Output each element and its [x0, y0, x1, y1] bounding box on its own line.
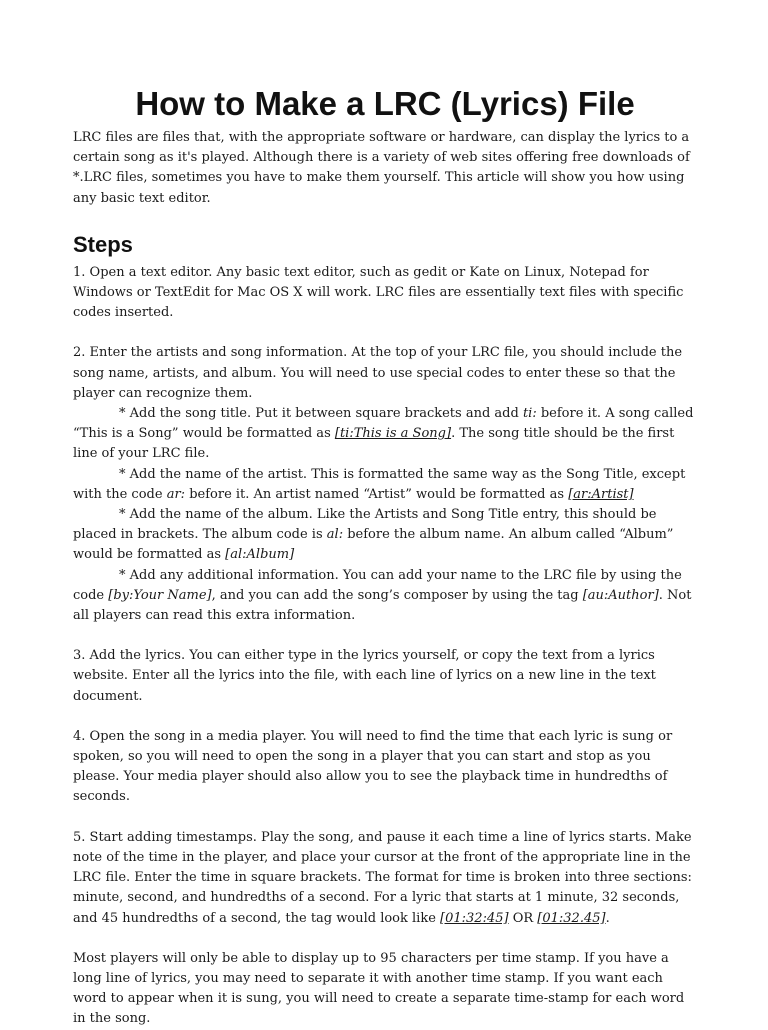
example-timestamp-1: [01:32:45]: [440, 910, 509, 926]
page-title: How to Make a LRC (Lyrics) File: [135, 85, 635, 122]
code-by: [by:Your Name]: [108, 587, 212, 603]
step-5: 5. Start adding timestamps. Play the song, and pause it each time a line of lyrics starts. Make note of the time in the player, and place your cursor at the front of the appropriate line in the LRC file. Enter the time in square brackets. The format for time is broken into three sections: minute, second, and hundredths of a second. For a lyric that starts at 1 minute, 32 seconds, and 45 hundredths of a second, the tag would look like [01:32:45] OR [01:32.45].: [73, 829, 692, 926]
code-al: al:: [326, 527, 344, 543]
paragraph-gap: [73, 929, 697, 949]
code-au: [au:Author]: [582, 587, 659, 603]
intro-paragraph: LRC files are files that, with the appropriate software or hardware, can display the lyrics to a certain song as it's played. Although there is a variety of web sites offering free downloads of *.LRC files, sometimes you have to make them yourself. This article will show you how using any basic text editor.: [73, 130, 690, 206]
code-ti: ti:: [522, 406, 537, 422]
paragraph-gap: [73, 707, 697, 727]
step-2: 2. Enter the artists and song information. At the top of your LRC file, you should include the song name, artists, and album. You will need to use special codes to enter these so that the player can recognize them.: [73, 345, 683, 401]
substep-song-title: * Add the song title. Put it between square brackets and add ti: before it. A song called “This is a Song” would be formatted as [ti:This is a Song]. The song title should be the first line of your LRC file.: [73, 406, 694, 462]
substep-album: * Add the name of the album. Like the Artists and Song Title entry, this should be placed in brackets. The album code is al: before the album name. An album called “Album” would be formatted as [al:Album]: [73, 507, 674, 563]
example-ti: [ti:This is a Song]: [334, 426, 452, 442]
paragraph-gap: [73, 626, 697, 646]
substep-extra-info: * Add any additional information. You can add your name to the LRC file by using the code [by:Your Name], and you can add the song’s composer by using the tag [au:Author]. Not all players can read this extra information.: [73, 567, 692, 624]
code-ar: ar:: [166, 486, 186, 502]
example-al: [al:Album]: [225, 547, 295, 563]
step-1: 1. Open a text editor. Any basic text editor, such as gedit or Kate on Linux, Notepad for Windows or TextEdit for Mac OS X will work. LRC files are essentially text files with specific codes inserted.: [73, 264, 684, 321]
substep-artist: * Add the name of the artist. This is formatted the same way as the Song Title, except with the code ar: before it. An artist named “Artist” would be formatted as [ar:Artist]: [73, 466, 686, 502]
paragraph-gap: [73, 808, 697, 828]
example-ar: [ar:Artist]: [568, 486, 634, 502]
paragraph-gap: [73, 323, 697, 343]
step-4: 4. Open the song in a media player. You will need to find the time that each lyric is sung or spoken, so you will need to open the song in a player that you can start and stop as you please. Your media player should also allow you to see the playback time in hundredths of seconds.: [73, 728, 673, 805]
example-timestamp-2: [01:32.45]: [537, 910, 606, 926]
step-3: 3. Add the lyrics. You can either type in the lyrics yourself, or copy the text from a lyrics website. Enter all the lyrics into the file, with each line of lyrics on a new line in the text document.: [73, 648, 656, 704]
document-page: [73, 84, 697, 1030]
closing-paragraph: Most players will only be able to display up to 95 characters per time stamp. If you have a long line of lyrics, you may need to separate it with another time stamp. If you want each word to appear when it is sung, you will need to create a separate time-stamp for each word in the song.: [73, 950, 685, 1027]
steps-heading: Steps: [73, 231, 133, 257]
